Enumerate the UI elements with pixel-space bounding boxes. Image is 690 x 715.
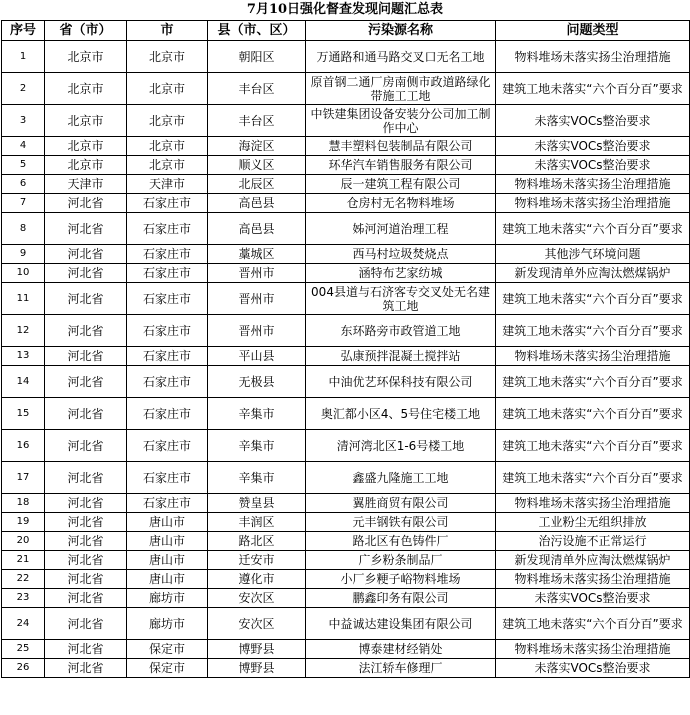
cell-county: 北辰区 — [208, 175, 306, 194]
header-pollution-source: 污染源名称 — [306, 21, 496, 41]
cell-pollution-source: 鑫盛九隆施工工地 — [306, 462, 496, 494]
cell-pollution-source: 元丰钢铁有限公司 — [306, 513, 496, 532]
cell-index: 22 — [2, 570, 45, 589]
problem-summary-table — [1, 20, 690, 678]
table-row — [2, 551, 690, 570]
cell-pollution-source: 弘康预拌混凝土搅拌站 — [306, 347, 496, 366]
header-index: 序号 — [2, 21, 45, 41]
cell-city: 石家庄市 — [127, 264, 208, 283]
cell-county: 朝阳区 — [208, 41, 306, 73]
cell-county: 辛集市 — [208, 398, 306, 430]
cell-issue-type: 未落实VOCs整治要求 — [496, 137, 690, 156]
table-row — [2, 315, 690, 347]
cell-index: 2 — [2, 73, 45, 105]
cell-county: 安次区 — [208, 608, 306, 640]
table-row — [2, 513, 690, 532]
cell-index: 6 — [2, 175, 45, 194]
cell-province: 北京市 — [45, 73, 127, 105]
cell-city: 唐山市 — [127, 532, 208, 551]
cell-issue-type: 建筑工地未落实“六个百分百”要求 — [496, 430, 690, 462]
table-row — [2, 398, 690, 430]
cell-index: 3 — [2, 105, 45, 137]
cell-county: 海淀区 — [208, 137, 306, 156]
cell-province: 河北省 — [45, 398, 127, 430]
cell-pollution-source: 万通路和通马路交叉口无名工地 — [306, 41, 496, 73]
header-province: 省（市） — [45, 21, 127, 41]
cell-province: 河北省 — [45, 430, 127, 462]
cell-city: 北京市 — [127, 73, 208, 105]
cell-pollution-source: 仓房村无名物料堆场 — [306, 194, 496, 213]
cell-pollution-source: 鹏鑫印务有限公司 — [306, 589, 496, 608]
table-row — [2, 137, 690, 156]
cell-issue-type: 未落实VOCs整治要求 — [496, 659, 690, 678]
cell-index: 24 — [2, 608, 45, 640]
cell-city: 唐山市 — [127, 513, 208, 532]
cell-issue-type: 未落实VOCs整治要求 — [496, 589, 690, 608]
cell-issue-type: 物料堆场未落实扬尘治理措施 — [496, 175, 690, 194]
cell-pollution-source: 中益诚达建设集团有限公司 — [306, 608, 496, 640]
table-row — [2, 194, 690, 213]
table-row — [2, 175, 690, 194]
cell-issue-type: 建筑工地未落实“六个百分百”要求 — [496, 283, 690, 315]
cell-county: 无极县 — [208, 366, 306, 398]
cell-city: 石家庄市 — [127, 462, 208, 494]
cell-index: 19 — [2, 513, 45, 532]
cell-issue-type: 建筑工地未落实“六个百分百”要求 — [496, 213, 690, 245]
table-row — [2, 570, 690, 589]
cell-index: 21 — [2, 551, 45, 570]
cell-province: 北京市 — [45, 105, 127, 137]
cell-index: 13 — [2, 347, 45, 366]
cell-index: 9 — [2, 245, 45, 264]
cell-issue-type: 物料堆场未落实扬尘治理措施 — [496, 41, 690, 73]
cell-city: 石家庄市 — [127, 366, 208, 398]
cell-county: 藁城区 — [208, 245, 306, 264]
cell-index: 18 — [2, 494, 45, 513]
cell-pollution-source: 博泰建材经销处 — [306, 640, 496, 659]
table-row — [2, 73, 690, 105]
cell-issue-type: 物料堆场未落实扬尘治理措施 — [496, 570, 690, 589]
cell-issue-type: 物料堆场未落实扬尘治理措施 — [496, 347, 690, 366]
cell-city: 廊坊市 — [127, 589, 208, 608]
cell-pollution-source: 路北区有色铸件厂 — [306, 532, 496, 551]
cell-issue-type: 建筑工地未落实“六个百分百”要求 — [496, 462, 690, 494]
table-row — [2, 156, 690, 175]
cell-city: 石家庄市 — [127, 194, 208, 213]
cell-issue-type: 建筑工地未落实“六个百分百”要求 — [496, 73, 690, 105]
cell-county: 平山县 — [208, 347, 306, 366]
cell-pollution-source: 法江轿车修理厂 — [306, 659, 496, 678]
cell-pollution-source: 环华汽车销售服务有限公司 — [306, 156, 496, 175]
table-row — [2, 213, 690, 245]
cell-county: 路北区 — [208, 532, 306, 551]
cell-index: 17 — [2, 462, 45, 494]
cell-index: 1 — [2, 41, 45, 73]
cell-province: 河北省 — [45, 213, 127, 245]
cell-county: 遵化市 — [208, 570, 306, 589]
cell-county: 赞皇县 — [208, 494, 306, 513]
cell-city: 石家庄市 — [127, 315, 208, 347]
cell-issue-type: 物料堆场未落实扬尘治理措施 — [496, 640, 690, 659]
cell-province: 河北省 — [45, 264, 127, 283]
cell-county: 高邑县 — [208, 213, 306, 245]
table-row — [2, 659, 690, 678]
cell-index: 14 — [2, 366, 45, 398]
table-row — [2, 366, 690, 398]
cell-issue-type: 治污设施不正常运行 — [496, 532, 690, 551]
cell-province: 河北省 — [45, 315, 127, 347]
cell-province: 河北省 — [45, 570, 127, 589]
cell-issue-type: 建筑工地未落实“六个百分百”要求 — [496, 315, 690, 347]
cell-city: 北京市 — [127, 137, 208, 156]
table-row — [2, 430, 690, 462]
cell-pollution-source: 翼胜商贸有限公司 — [306, 494, 496, 513]
cell-issue-type: 未落实VOCs整治要求 — [496, 156, 690, 175]
table-title: 7月10日强化督查发现问题汇总表 — [246, 2, 444, 17]
cell-pollution-source: 原首钢二通厂房南侧市政道路绿化带施工工地 — [306, 73, 496, 105]
cell-province: 河北省 — [45, 347, 127, 366]
cell-index: 11 — [2, 283, 45, 315]
cell-issue-type: 未落实VOCs整治要求 — [496, 105, 690, 137]
cell-issue-type: 物料堆场未落实扬尘治理措施 — [496, 194, 690, 213]
table-row — [2, 105, 690, 137]
cell-issue-type: 其他涉气环境问题 — [496, 245, 690, 264]
cell-county: 晋州市 — [208, 315, 306, 347]
table-row — [2, 283, 690, 315]
header-row — [2, 21, 690, 41]
cell-city: 石家庄市 — [127, 430, 208, 462]
cell-county: 辛集市 — [208, 462, 306, 494]
cell-issue-type: 建筑工地未落实“六个百分百”要求 — [496, 366, 690, 398]
cell-index: 4 — [2, 137, 45, 156]
cell-province: 河北省 — [45, 551, 127, 570]
cell-city: 保定市 — [127, 640, 208, 659]
cell-county: 晋州市 — [208, 283, 306, 315]
cell-city: 石家庄市 — [127, 283, 208, 315]
table-row — [2, 264, 690, 283]
cell-index: 12 — [2, 315, 45, 347]
cell-index: 5 — [2, 156, 45, 175]
cell-issue-type: 新发现清单外应淘汰燃煤锅炉 — [496, 264, 690, 283]
cell-city: 天津市 — [127, 175, 208, 194]
cell-pollution-source: 004县道与石济客专交叉处无名建筑工地 — [306, 283, 496, 315]
cell-pollution-source: 中铁建集团设备安装分公司加工制作中心 — [306, 105, 496, 137]
cell-county: 博野县 — [208, 659, 306, 678]
cell-province: 天津市 — [45, 175, 127, 194]
cell-index: 25 — [2, 640, 45, 659]
cell-province: 河北省 — [45, 589, 127, 608]
table-row — [2, 462, 690, 494]
cell-county: 晋州市 — [208, 264, 306, 283]
cell-province: 河北省 — [45, 194, 127, 213]
cell-issue-type: 工业粉尘无组织排放 — [496, 513, 690, 532]
cell-city: 石家庄市 — [127, 494, 208, 513]
cell-county: 迁安市 — [208, 551, 306, 570]
cell-index: 8 — [2, 213, 45, 245]
cell-province: 河北省 — [45, 462, 127, 494]
table-row — [2, 640, 690, 659]
cell-city: 保定市 — [127, 659, 208, 678]
table-row — [2, 41, 690, 73]
cell-province: 北京市 — [45, 156, 127, 175]
table-row — [2, 347, 690, 366]
cell-pollution-source: 姊河河道治理工程 — [306, 213, 496, 245]
table-body — [2, 41, 690, 678]
cell-province: 河北省 — [45, 283, 127, 315]
table-row — [2, 245, 690, 264]
cell-city: 北京市 — [127, 156, 208, 175]
table-row — [2, 608, 690, 640]
cell-county: 丰润区 — [208, 513, 306, 532]
cell-city: 石家庄市 — [127, 347, 208, 366]
cell-province: 河北省 — [45, 659, 127, 678]
cell-county: 丰台区 — [208, 73, 306, 105]
cell-pollution-source: 奥汇都小区4、5号住宅楼工地 — [306, 398, 496, 430]
cell-province: 河北省 — [45, 513, 127, 532]
header-county: 县（市、区） — [208, 21, 306, 41]
cell-county: 顺义区 — [208, 156, 306, 175]
cell-city: 唐山市 — [127, 551, 208, 570]
cell-county: 丰台区 — [208, 105, 306, 137]
cell-pollution-source: 东环路旁市政管道工地 — [306, 315, 496, 347]
cell-index: 23 — [2, 589, 45, 608]
cell-city: 石家庄市 — [127, 398, 208, 430]
cell-county: 安次区 — [208, 589, 306, 608]
cell-pollution-source: 中油优艺环保科技有限公司 — [306, 366, 496, 398]
table-row — [2, 494, 690, 513]
cell-province: 北京市 — [45, 41, 127, 73]
cell-city: 北京市 — [127, 105, 208, 137]
cell-province: 北京市 — [45, 137, 127, 156]
cell-province: 河北省 — [45, 494, 127, 513]
cell-pollution-source: 西马村垃圾焚烧点 — [306, 245, 496, 264]
cell-issue-type: 物料堆场未落实扬尘治理措施 — [496, 494, 690, 513]
cell-pollution-source: 慧丰塑料包装制品有限公司 — [306, 137, 496, 156]
cell-province: 河北省 — [45, 245, 127, 264]
cell-province: 河北省 — [45, 366, 127, 398]
table-row — [2, 532, 690, 551]
cell-county: 高邑县 — [208, 194, 306, 213]
header-city: 市 — [127, 21, 208, 41]
cell-pollution-source: 涵特布艺家纺城 — [306, 264, 496, 283]
header-issue-type: 问题类型 — [496, 21, 690, 41]
cell-province: 河北省 — [45, 640, 127, 659]
cell-county: 辛集市 — [208, 430, 306, 462]
cell-pollution-source: 辰一建筑工程有限公司 — [306, 175, 496, 194]
cell-city: 北京市 — [127, 41, 208, 73]
cell-county: 博野县 — [208, 640, 306, 659]
cell-issue-type: 建筑工地未落实“六个百分百”要求 — [496, 608, 690, 640]
cell-issue-type: 建筑工地未落实“六个百分百”要求 — [496, 398, 690, 430]
cell-index: 15 — [2, 398, 45, 430]
cell-index: 26 — [2, 659, 45, 678]
cell-index: 7 — [2, 194, 45, 213]
cell-index: 20 — [2, 532, 45, 551]
cell-city: 石家庄市 — [127, 213, 208, 245]
cell-city: 唐山市 — [127, 570, 208, 589]
cell-issue-type: 新发现清单外应淘汰燃煤锅炉 — [496, 551, 690, 570]
cell-province: 河北省 — [45, 532, 127, 551]
cell-index: 16 — [2, 430, 45, 462]
cell-province: 河北省 — [45, 608, 127, 640]
cell-city: 廊坊市 — [127, 608, 208, 640]
cell-index: 10 — [2, 264, 45, 283]
cell-pollution-source: 广乡粉条制品厂 — [306, 551, 496, 570]
cell-pollution-source: 小厂乡粳子峪物料堆场 — [306, 570, 496, 589]
cell-city: 石家庄市 — [127, 245, 208, 264]
table-row — [2, 589, 690, 608]
cell-pollution-source: 清河湾北区1-6号楼工地 — [306, 430, 496, 462]
